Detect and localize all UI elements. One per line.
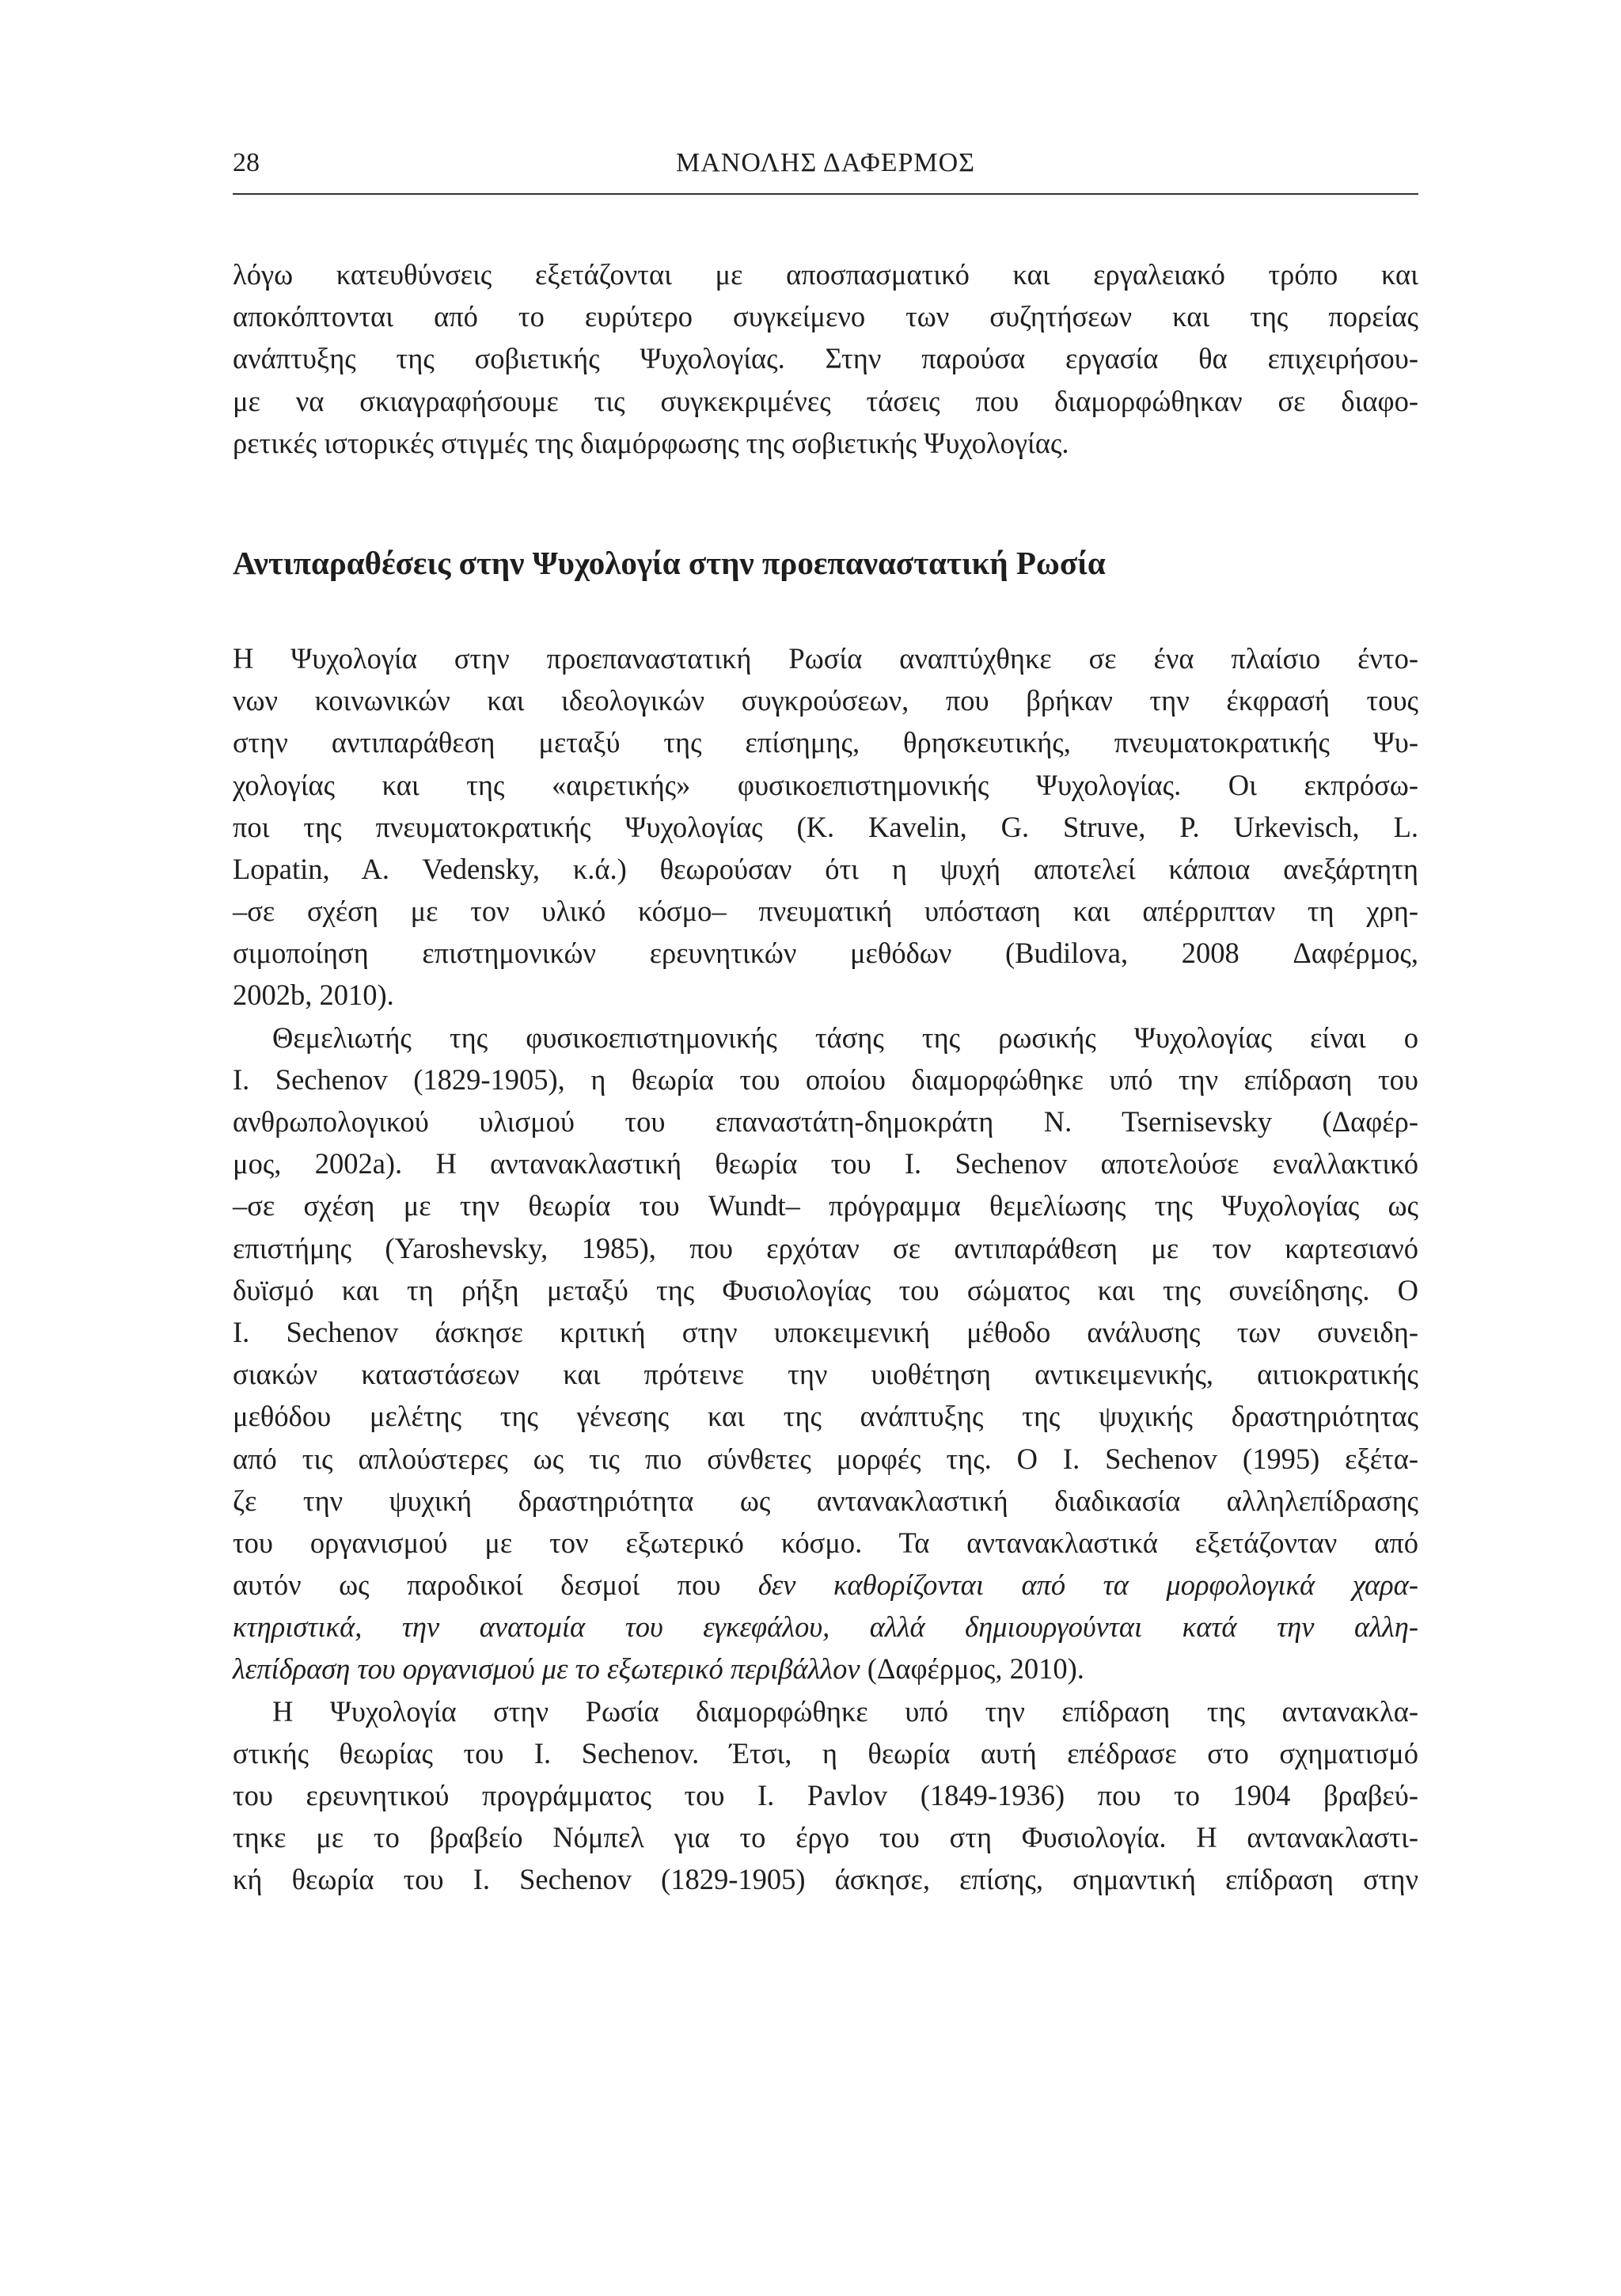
text-line: επιστήμης (Yaroshevsky, 1985), που ερχόταν σε αντιπαράθεση με τον καρτεσιανό bbox=[233, 1231, 1418, 1264]
text-line: μος, 2002a). Η αντανακλαστική θεωρία του I. Sechenov αποτελούσε εναλλακτικό bbox=[233, 1147, 1418, 1180]
text-line: ανάπτυξης της σοβιετικής Ψυχολογίας. Στην παρούσα εργασία θα επιχειρήσου- bbox=[233, 342, 1418, 375]
spacer bbox=[233, 464, 1418, 539]
text-line: τηκε με το βραβείο Νόμπελ για το έργο του στη Φυσιολογία. Η αντανακλαστι- bbox=[233, 1821, 1418, 1854]
text-run: (Δαφέρμος, 2010). bbox=[860, 1652, 1084, 1686]
spacer bbox=[233, 587, 1418, 637]
intro-paragraph bbox=[233, 253, 1418, 464]
text-line: ζε την ψυχική δραστηριότητα ως αντανακλαστική διαδικασία αλληλεπίδρασης bbox=[233, 1484, 1418, 1517]
text-line: στικής θεωρίας του I. Sechenov. Έτσι, η θεωρία αυτή επέδρασε στο σχηματισμό bbox=[233, 1736, 1418, 1770]
text-line: ανθρωπολογικού υλισμού του επαναστάτη-δημοκράτη N. Tsernisevsky (Δαφέρ- bbox=[233, 1105, 1418, 1138]
text-line: από τις απλούστερες ως τις πιο σύνθετες μορφές της. Ο I. Sechenov (1995) εξέτα- bbox=[233, 1442, 1418, 1475]
text-line: σιακών καταστάσεων και πρότεινε την υιοθέτηση αντικειμενικής, αιτιοκρατικής bbox=[233, 1358, 1418, 1391]
text-line: I. Sechenov (1829-1905), η θεωρία του οποίου διαμορφώθηκε υπό την επίδραση του bbox=[233, 1062, 1418, 1096]
page-number: 28 bbox=[233, 148, 260, 177]
text-line: αποκόπτονται από το ευρύτερο συγκείμενο των συζητήσεων και της πορείας bbox=[233, 300, 1418, 333]
italic-run: λεπίδραση του οργανισμού με το εξωτερικό περιβάλλον bbox=[233, 1652, 860, 1686]
text-line: μεθόδου μελέτης της γένεσης και της ανάπτυξης της ψυχικής δραστηριότητας bbox=[233, 1400, 1418, 1433]
italic-run: κτηριστικά, την ανατομία του εγκεφάλου, αλλά δημιουργούνται κατά την αλλη- bbox=[233, 1610, 1418, 1644]
text-line: Η Ψυχολογία στην προεπαναστατική Ρωσία αναπτύχθηκε σε ένα πλαίσιο έντο- bbox=[233, 641, 1418, 675]
paragraph-2 bbox=[233, 1017, 1418, 1690]
text-line: νων κοινωνικών και ιδεολογικών συγκρούσεων, που βρήκαν την έκφρασή τους bbox=[233, 684, 1418, 717]
text-line: χολογίας και της «αιρετικής» φυσικοεπιστημονικής Ψυχολογίας. Οι εκπρόσω- bbox=[233, 768, 1418, 801]
text-line: –σε σχέση με τον υλικό κόσμο– πνευματική υπόσταση και απέρριπταν τη χρη- bbox=[233, 895, 1418, 928]
header-rule bbox=[233, 193, 1418, 195]
text-line: Lopatin, A. Vedensky, κ.ά.) θεωρούσαν ότι η ψυχή αποτελεί κάποια ανεξάρτητη bbox=[233, 852, 1418, 885]
text-line-mixed bbox=[233, 1564, 1418, 1606]
text-line: του ερευνητικού προγράμματος του I. Pavlov (1849-1936) που το 1904 βραβεύ- bbox=[233, 1779, 1418, 1811]
text-line: στην αντιπαράθεση μεταξύ της επίσημης, θρησκευτικής, πνευματοκρατικής Ψυ- bbox=[233, 726, 1418, 759]
text-line-italic bbox=[233, 1606, 1418, 1648]
text-line: Η Ψυχολογία στην Ρωσία διαμορφώθηκε υπό την επίδραση της αντανακλα- bbox=[272, 1694, 1418, 1728]
text-line-mixed bbox=[233, 1648, 1418, 1690]
page-body bbox=[233, 253, 1418, 1901]
text-line: κή θεωρία του I. Sechenov (1829-1905) άσκησε, επίσης, σημαντική επίδραση στην bbox=[233, 1863, 1418, 1896]
italic-run: δεν καθορίζονται από τα μορφολογικά χαρα- bbox=[757, 1568, 1418, 1602]
paragraph-1 bbox=[233, 637, 1418, 1017]
text-line: του οργανισμού με τον εξωτερικό κόσμο. Τα αντανακλαστικά εξετάζονταν από bbox=[233, 1526, 1418, 1559]
text-line: λόγω κατευθύνσεις εξετάζονται με αποσπασματικό και εργαλειακό τρόπο και bbox=[233, 258, 1418, 291]
text-line: 2002b, 2010). bbox=[233, 979, 394, 1012]
section-heading: Αντιπαραθέσεις στην Ψυχολογία στην προεπαναστατική Ρωσία bbox=[233, 544, 1106, 581]
text-line: δυϊσμό και τη ρήξη μεταξύ της Φυσιολογίας του σώματος και της συνείδησης. Ο bbox=[233, 1273, 1418, 1306]
running-head bbox=[233, 139, 1418, 187]
paragraph-3 bbox=[233, 1690, 1418, 1901]
running-head-author: ΜΑΝΟΛΗΣ ΔΑΦΕΡΜΟΣ bbox=[675, 148, 975, 177]
text-line: –σε σχέση με την θεωρία του Wundt– πρόγραμμα θεμελίωσης της Ψυχολογίας ως bbox=[233, 1189, 1418, 1222]
text-line: ποι της πνευματοκρατικής Ψυχολογίας (K. Kavelin, G. Struve, P. Urkevisch, L. bbox=[233, 810, 1418, 843]
text-run: αυτόν ως παροδικοί δεσμοί που bbox=[233, 1568, 758, 1602]
text-line: με να σκιαγραφήσουμε τις συγκεκριμένες τάσεις που διαμορφώθηκαν σε διαφο- bbox=[233, 384, 1418, 417]
text-line: ρετικές ιστορικές στιγμές της διαμόρφωσης της σοβιετικής Ψυχολογίας. bbox=[233, 426, 1069, 459]
text-line: σιμοποίηση επιστημονικών ερευνητικών μεθόδων (Budilova, 2008 Δαφέρμος, bbox=[233, 937, 1418, 970]
text-line: Θεμελιωτής της φυσικοεπιστημονικής τάσης της ρωσικής Ψυχολογίας είναι ο bbox=[272, 1021, 1418, 1054]
text-line: I. Sechenov άσκησε κριτική στην υποκειμενική μέθοδο ανάλυσης των συνειδη- bbox=[233, 1315, 1418, 1348]
